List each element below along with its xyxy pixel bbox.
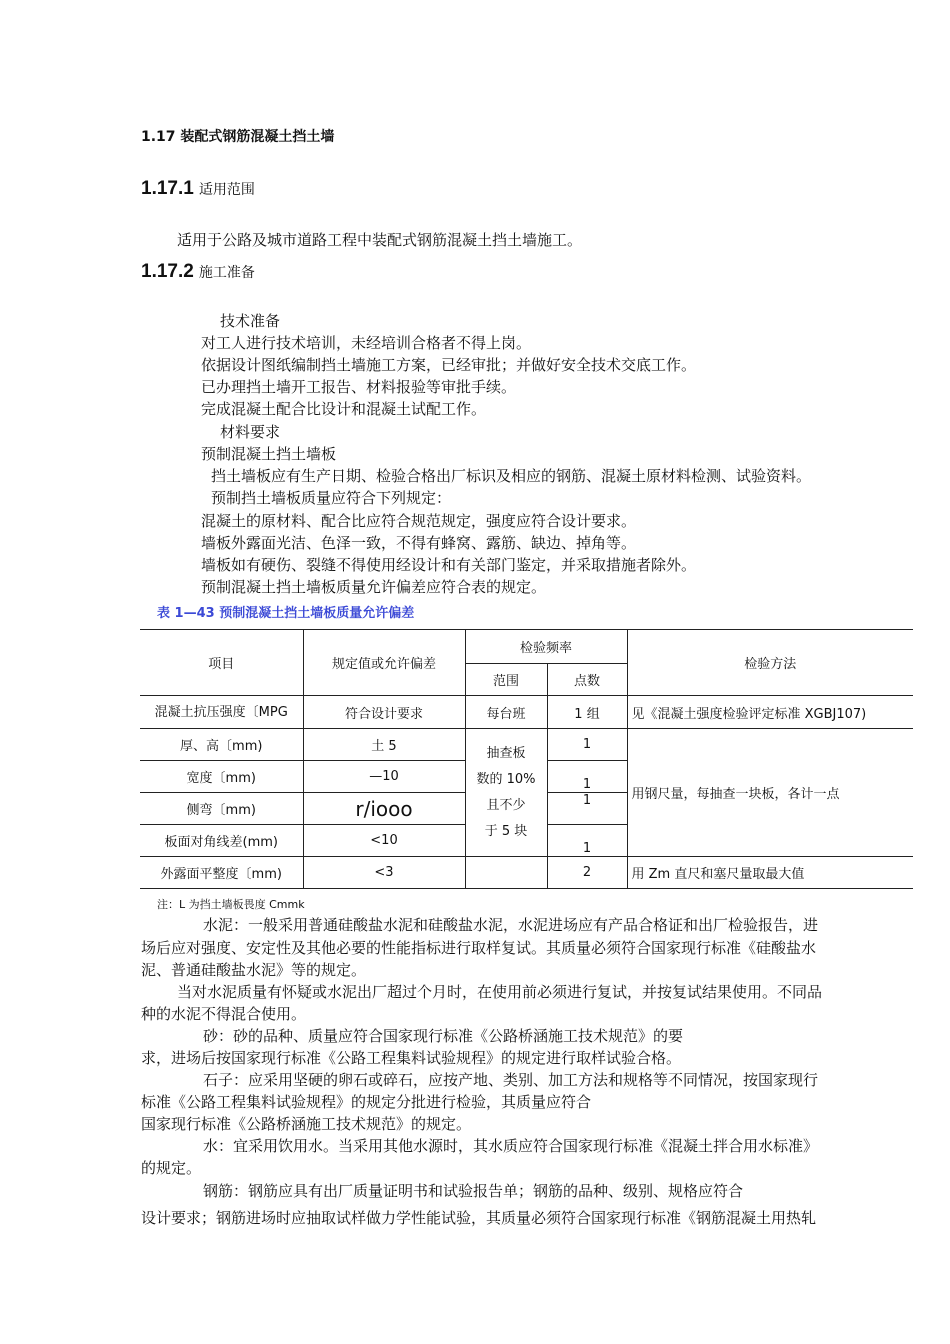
subsection-heading-1 xyxy=(141,178,255,200)
material-line: 求，进场后按国家现行标准《公路工程集料试验规程》的规定进行取样试验合格。 xyxy=(141,1049,682,1067)
material-line: 标准《公路工程集料试验规程》的规定分批进行检验，其质量应符合 xyxy=(141,1093,592,1111)
cell-range: 每台班 xyxy=(465,696,547,729)
prep-heading-technical: 技术准备 xyxy=(220,312,281,330)
cell-item: 侧弯〔mm) xyxy=(140,793,303,825)
cell-item: 板面对角线差(mm) xyxy=(140,825,303,857)
material-line: 的规定。 xyxy=(141,1159,202,1177)
prep-line: 混凝土的原材料、配合比应符合规范规定，强度应符合设计要求。 xyxy=(201,512,637,530)
header-item: 项目 xyxy=(140,630,303,696)
prep-line: 预制混凝土挡土墙板质量允许偏差应符合表的规定。 xyxy=(201,578,547,596)
cell-points: 2 xyxy=(547,857,627,889)
cell-points: 1 xyxy=(547,825,627,857)
prep-line: 依据设计图纸编制挡土墙施工方案，已经审批；并做好安全技术交底工作。 xyxy=(201,356,697,374)
scope-paragraph: 适用于公路及城市道路工程中装配式钢筋混凝土挡土墙施工。 xyxy=(177,231,583,249)
material-line: 泥、普通硅酸盐水泥》等的规定。 xyxy=(141,961,367,979)
cell-points: 1 xyxy=(547,729,627,761)
merged-range-line: 数的 10% xyxy=(476,771,536,787)
cell-points: 1 xyxy=(547,761,627,793)
table-row xyxy=(140,696,913,729)
cell-range xyxy=(465,857,547,889)
subsection-number: 1.17.1 xyxy=(141,178,194,199)
prep-line: 挡土墙板应有生产日期、检验合格出厂标识及相应的钢筋、混凝土原材料检测、试验资料。 xyxy=(211,467,812,485)
prep-line: 预制挡土墙板质量应符合下列规定： xyxy=(211,489,452,507)
material-line: 水：宜采用饮用水。当采用其他水源时，其水质应符合国家现行标准《混凝土拌合用水标准》 xyxy=(203,1137,819,1155)
prep-line: 墙板如有硬伤、裂缝不得使用经设计和有关部门鉴定，并采取措施者除外。 xyxy=(201,556,697,574)
subsection-number: 1.17.2 xyxy=(141,261,194,282)
material-line: 石子：应采用坚硬的卵石或碎石，应按产地、类别、加工方法和规格等不同情况，按国家现行 xyxy=(203,1071,819,1089)
prep-line: 墙板外露面光洁、色泽一致，不得有蜂窝、露筋、缺边、掉角等。 xyxy=(201,534,637,552)
merged-range-line: 抽查板 xyxy=(486,745,526,761)
cell-points: 1 组 xyxy=(547,696,627,729)
table-row xyxy=(140,857,913,889)
cell-method: 用 Zm 直尺和塞尺量取最大值 xyxy=(627,857,913,889)
cell-value: 符合设计要求 xyxy=(303,696,465,729)
table-caption: 表 1—43 预制混凝土挡土墙板质量允许偏差 xyxy=(157,606,415,621)
table-note: 注：L 为挡土墙板畏度 Cmmk xyxy=(157,898,305,911)
cell-range-merged xyxy=(465,729,547,857)
merged-range-line: 于 5 块 xyxy=(484,823,528,839)
header-value: 规定值或允许偏差 xyxy=(303,630,465,696)
header-points: 点数 xyxy=(547,664,627,696)
cell-method-merged: 用钢尺量，每抽查一块板，各计一点 xyxy=(627,729,913,857)
prep-line: 完成混凝土配合比设计和混凝土试配工作。 xyxy=(201,400,487,418)
material-line: 水泥：一般采用普通硅酸盐水泥和硅酸盐水泥，水泥进场应有产品合格证和出厂检验报告，进 xyxy=(203,916,819,934)
cell-value: <3 xyxy=(303,857,465,889)
cell-method: 见《混凝土强度检验评定标准 XGBJ107) xyxy=(627,696,913,729)
cell-value: 土 5 xyxy=(303,729,465,761)
cell-item: 厚、高〔mm) xyxy=(140,729,303,761)
prep-line: 预制混凝土挡土墙板 xyxy=(201,445,337,463)
material-line: 设计要求；钢筋进场时应抽取试样做力学性能试验，其质量必须符合国家现行标准《钢筋混凝土用热轧 xyxy=(141,1209,817,1227)
cell-item: 混凝土抗压强度〔MPG xyxy=(140,696,303,729)
table-row xyxy=(140,729,913,761)
material-line: 种的水泥不得混合使用。 xyxy=(141,1005,307,1023)
subsection-heading-2 xyxy=(141,261,255,283)
header-method: 检验方法 xyxy=(627,630,913,696)
material-line: 场后应对强度、安定性及其他必要的性能指标进行取样复试。其质量必须符合国家现行标准《硅酸盐水 xyxy=(141,939,817,957)
subsection-title: 施工准备 xyxy=(198,265,255,281)
material-line: 国家现行标准《公路桥涵施工技术规范》的规定。 xyxy=(141,1115,472,1133)
subsection-title: 适用范围 xyxy=(198,182,255,198)
header-range: 范围 xyxy=(465,664,547,696)
section-title: 1.17 装配式钢筋混凝土挡土墙 xyxy=(141,129,335,145)
prep-heading-materials: 材料要求 xyxy=(220,423,281,441)
cell-item: 宽度〔mm) xyxy=(140,761,303,793)
cell-value: —10 xyxy=(303,761,465,793)
header-frequency: 检验频率 xyxy=(465,630,627,664)
material-line: 钢筋：钢筋应具有出厂质量证明书和试验报告单；钢筋的品种、级别、规格应符合 xyxy=(203,1182,744,1200)
prep-line: 对工人进行技术培训，未经培训合格者不得上岗。 xyxy=(201,334,532,352)
tolerance-table xyxy=(140,629,913,889)
prep-line: 已办理挡土墙开工报告、材料报验等审批手续。 xyxy=(201,378,517,396)
cell-value: r/iooo xyxy=(303,793,465,825)
cell-item: 外露面平整度〔mm) xyxy=(140,857,303,889)
cell-points: 1 xyxy=(547,793,627,825)
material-line: 砂：砂的品种、质量应符合国家现行标准《公路桥涵施工技术规范》的要 xyxy=(203,1027,684,1045)
cell-value: <10 xyxy=(303,825,465,857)
merged-range-line: 且不少 xyxy=(486,797,526,813)
material-line: 当对水泥质量有怀疑或水泥出厂超过个月时，在使用前必须进行复试，并按复试结果使用。不同品 xyxy=(177,983,823,1001)
